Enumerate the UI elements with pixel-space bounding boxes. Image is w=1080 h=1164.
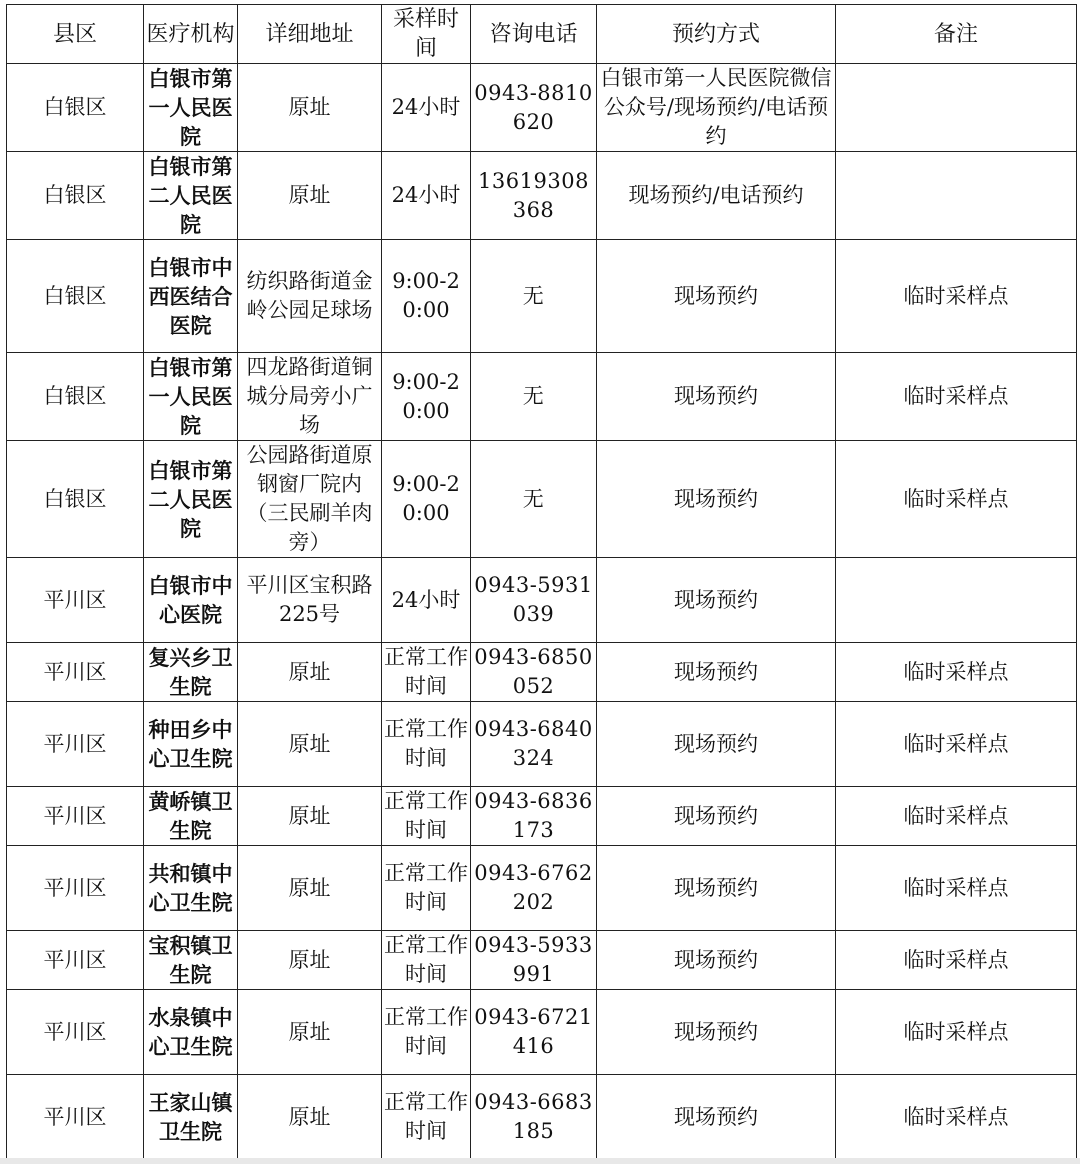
cell-county: 平川区 (7, 643, 144, 702)
table-row (7, 64, 1077, 152)
cell-note: 临时采样点 (836, 702, 1077, 787)
cell-method: 现场预约 (597, 1075, 836, 1160)
cell-note: 临时采样点 (836, 846, 1077, 931)
cell-org: 白银市第一人民医院 (144, 353, 238, 441)
cell-org: 白银市中西医结合医院 (144, 240, 238, 353)
cell-time: 24小时 (382, 64, 471, 152)
table-row (7, 787, 1077, 846)
sampling-sites-table (6, 4, 1077, 1160)
cell-note (836, 558, 1077, 643)
cell-method: 现场预约 (597, 846, 836, 931)
table-row (7, 702, 1077, 787)
cell-method: 现场预约 (597, 353, 836, 441)
cell-address: 平川区宝积路225号 (238, 558, 382, 643)
cell-phone: 0943-6762202 (471, 846, 597, 931)
cell-org: 黄峤镇卫生院 (144, 787, 238, 846)
cell-address: 原址 (238, 990, 382, 1075)
table-row (7, 240, 1077, 353)
table-row (7, 441, 1077, 558)
cell-county: 平川区 (7, 787, 144, 846)
cell-note: 临时采样点 (836, 1075, 1077, 1160)
cell-note: 临时采样点 (836, 240, 1077, 353)
cell-org: 白银市中心医院 (144, 558, 238, 643)
cell-method: 现场预约 (597, 643, 836, 702)
cell-note: 临时采样点 (836, 990, 1077, 1075)
header-address: 详细地址 (238, 5, 382, 64)
cell-org: 王家山镇卫生院 (144, 1075, 238, 1160)
table-row (7, 1075, 1077, 1160)
header-note: 备注 (836, 5, 1077, 64)
cell-org: 白银市第二人民医院 (144, 441, 238, 558)
cell-note: 临时采样点 (836, 931, 1077, 990)
cell-time: 9:00-20:00 (382, 441, 471, 558)
cell-method: 现场预约 (597, 558, 836, 643)
table-row (7, 931, 1077, 990)
cell-address: 原址 (238, 1075, 382, 1160)
cell-phone: 0943-8810620 (471, 64, 597, 152)
cell-org: 共和镇中心卫生院 (144, 846, 238, 931)
cell-org: 种田乡中心卫生院 (144, 702, 238, 787)
cell-county: 平川区 (7, 846, 144, 931)
cell-phone: 无 (471, 240, 597, 353)
cell-org: 白银市第一人民医院 (144, 64, 238, 152)
cell-county: 平川区 (7, 558, 144, 643)
cell-phone: 0943-6721416 (471, 990, 597, 1075)
table-row (7, 643, 1077, 702)
table-row (7, 558, 1077, 643)
cell-time: 9:00-20:00 (382, 240, 471, 353)
cell-phone: 13619308368 (471, 152, 597, 240)
cell-method: 现场预约/电话预约 (597, 152, 836, 240)
cell-note: 临时采样点 (836, 353, 1077, 441)
cell-org: 水泉镇中心卫生院 (144, 990, 238, 1075)
cell-phone: 0943-6683185 (471, 1075, 597, 1160)
cell-time: 正常工作时间 (382, 787, 471, 846)
cell-phone: 0943-6840324 (471, 702, 597, 787)
cell-method: 现场预约 (597, 702, 836, 787)
cell-address: 原址 (238, 787, 382, 846)
cell-note: 临时采样点 (836, 787, 1077, 846)
table-header-row (7, 5, 1077, 64)
cell-time: 正常工作时间 (382, 643, 471, 702)
table-row (7, 846, 1077, 931)
cell-time: 正常工作时间 (382, 702, 471, 787)
cell-address: 原址 (238, 702, 382, 787)
cell-address: 原址 (238, 846, 382, 931)
cell-county: 平川区 (7, 1075, 144, 1160)
header-county: 县区 (7, 5, 144, 64)
cell-org: 复兴乡卫生院 (144, 643, 238, 702)
cell-method: 现场预约 (597, 240, 836, 353)
cell-address: 原址 (238, 64, 382, 152)
header-org: 医疗机构 (144, 5, 238, 64)
table-row (7, 990, 1077, 1075)
table-row (7, 152, 1077, 240)
cell-phone: 无 (471, 353, 597, 441)
cell-phone: 0943-5933991 (471, 931, 597, 990)
cell-county: 白银区 (7, 353, 144, 441)
cell-time: 9:00-20:00 (382, 353, 471, 441)
page-bottom-edge (0, 1158, 1080, 1164)
sampling-sites-document (6, 4, 1076, 1160)
cell-note: 临时采样点 (836, 441, 1077, 558)
cell-address: 原址 (238, 152, 382, 240)
cell-address: 四龙路街道铜城分局旁小广场 (238, 353, 382, 441)
cell-method: 现场预约 (597, 931, 836, 990)
cell-time: 24小时 (382, 558, 471, 643)
cell-time: 正常工作时间 (382, 846, 471, 931)
table-row (7, 353, 1077, 441)
cell-note (836, 152, 1077, 240)
cell-address: 原址 (238, 931, 382, 990)
header-method: 预约方式 (597, 5, 836, 64)
cell-county: 白银区 (7, 240, 144, 353)
header-phone: 咨询电话 (471, 5, 597, 64)
cell-county: 白银区 (7, 64, 144, 152)
cell-time: 正常工作时间 (382, 1075, 471, 1160)
cell-org: 宝积镇卫生院 (144, 931, 238, 990)
cell-method: 白银市第一人民医院微信公众号/现场预约/电话预约 (597, 64, 836, 152)
cell-note: 临时采样点 (836, 643, 1077, 702)
cell-address: 原址 (238, 643, 382, 702)
cell-method: 现场预约 (597, 787, 836, 846)
cell-county: 白银区 (7, 152, 144, 240)
cell-county: 平川区 (7, 990, 144, 1075)
cell-method: 现场预约 (597, 441, 836, 558)
cell-address: 纺织路街道金岭公园足球场 (238, 240, 382, 353)
cell-time: 24小时 (382, 152, 471, 240)
cell-phone: 0943-5931039 (471, 558, 597, 643)
cell-address: 公园路街道原钢窗厂院内（三民刷羊肉旁） (238, 441, 382, 558)
cell-county: 平川区 (7, 702, 144, 787)
cell-phone: 无 (471, 441, 597, 558)
cell-note (836, 64, 1077, 152)
cell-county: 白银区 (7, 441, 144, 558)
cell-phone: 0943-6836173 (471, 787, 597, 846)
cell-org: 白银市第二人民医院 (144, 152, 238, 240)
cell-time: 正常工作时间 (382, 931, 471, 990)
cell-phone: 0943-6850052 (471, 643, 597, 702)
cell-county: 平川区 (7, 931, 144, 990)
cell-method: 现场预约 (597, 990, 836, 1075)
header-time: 采样时间 (382, 5, 471, 64)
cell-time: 正常工作时间 (382, 990, 471, 1075)
